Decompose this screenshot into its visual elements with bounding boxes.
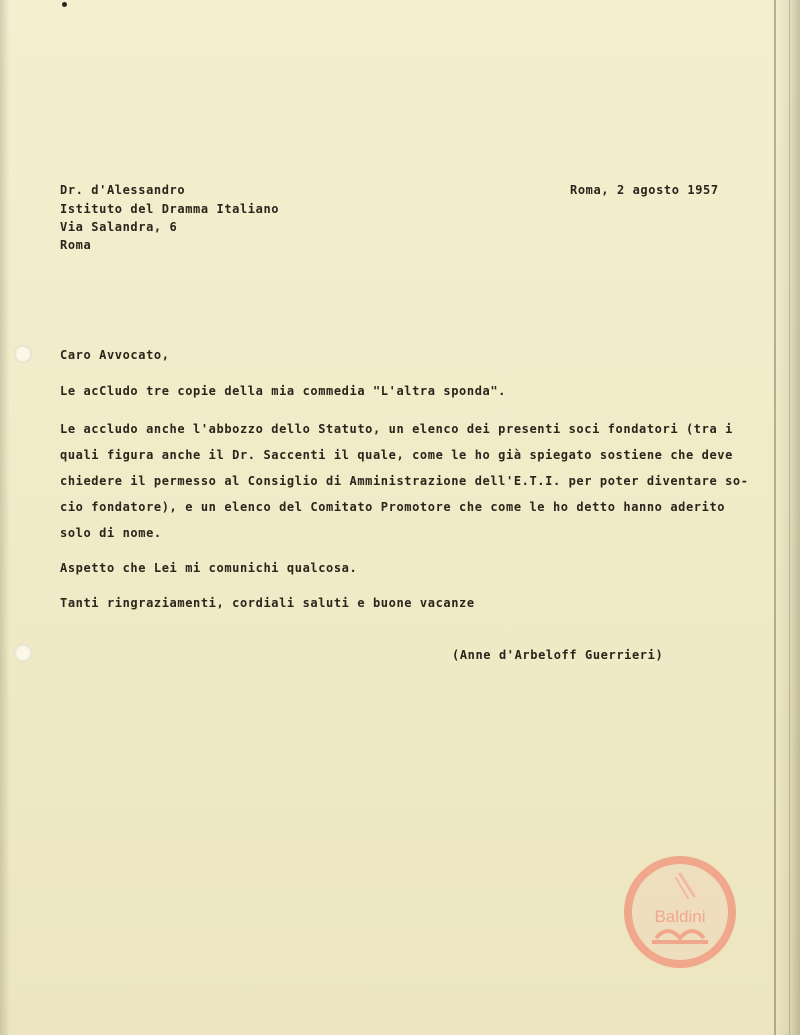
- paragraph-line: quali figura anche il Dr. Saccenti il quale, come le ho già spiegato sostiene che deve: [60, 448, 733, 462]
- paragraph-line: chiedere il permesso al Consiglio di Amministrazione dell'E.T.I. per poter diventare so-: [60, 474, 749, 488]
- recipient-name: Dr. d'Alessandro: [60, 183, 186, 197]
- paragraph-enclosure: Le acCludo tre copie della mia commedia "L'altra sponda".: [60, 384, 507, 398]
- recipient-street: Via Salandra, 6: [60, 220, 178, 234]
- stamp-text: Baldini: [654, 907, 706, 926]
- paragraph-line: cio fondatore), e un elenco del Comitato Promotore che come le ho detto hanno aderito: [60, 500, 726, 514]
- recipient-city: Roma: [60, 238, 92, 252]
- paper-fold-line: [774, 0, 776, 1035]
- signature: (Anne d'Arbeloff Guerrieri): [452, 648, 664, 662]
- paragraph-request: Aspetto che Lei mi comunichi qualcosa.: [60, 561, 358, 575]
- salutation: Caro Avvocato,: [60, 348, 170, 362]
- paper-fold-line: [789, 0, 790, 1035]
- paragraph-line: solo di nome.: [60, 526, 162, 540]
- punch-hole: [14, 345, 32, 363]
- recipient-institution: Istituto del Dramma Italiano: [60, 202, 280, 216]
- paragraph-line: Le accludo anche l'abbozzo dello Statuto, un elenco dei presenti soci fondatori (tra i: [60, 422, 733, 436]
- punch-hole: [14, 644, 32, 662]
- library-stamp-logo: [624, 856, 736, 968]
- letter-date: Roma, 2 agosto 1957: [570, 183, 719, 197]
- paper-left-edge: [0, 0, 10, 1035]
- ink-dot: [62, 2, 67, 7]
- stamp-graphic: [632, 864, 728, 960]
- paper-right-edge: [774, 0, 800, 1035]
- closing-line: Tanti ringraziamenti, cordiali saluti e buone vacanze: [60, 596, 475, 610]
